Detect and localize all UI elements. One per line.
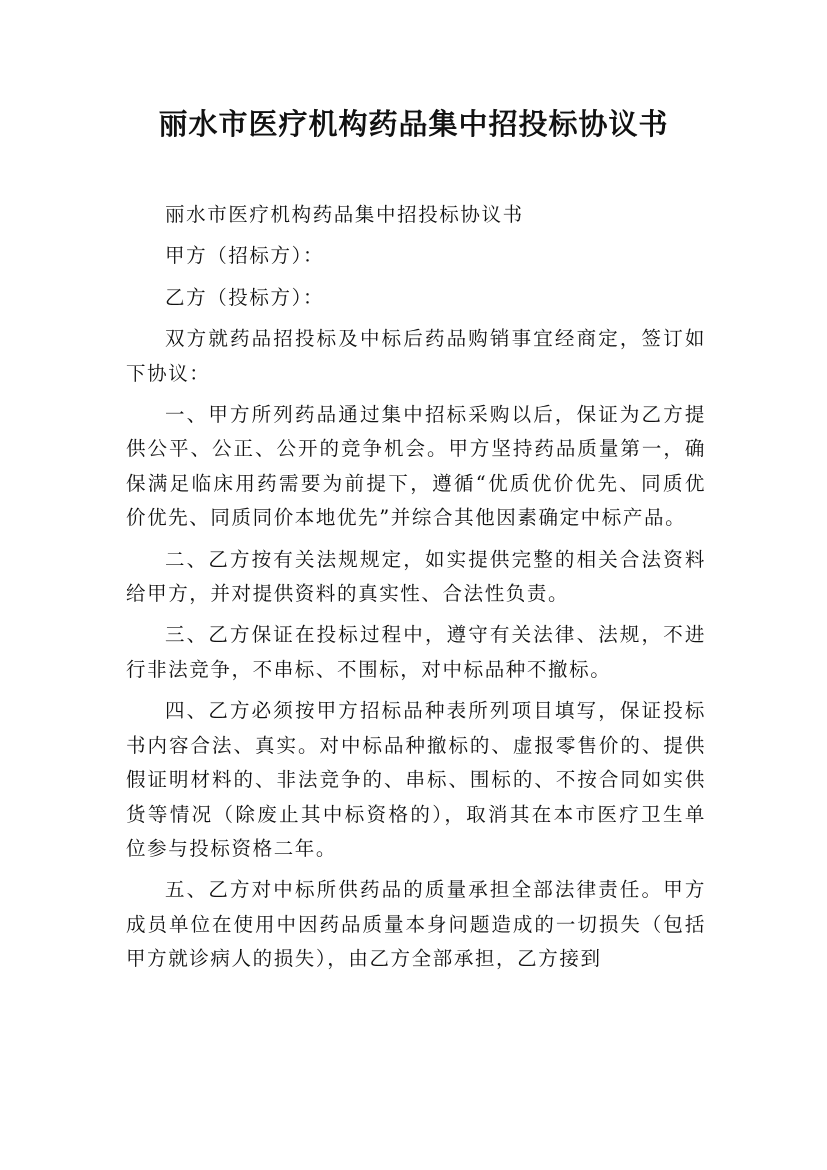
document-body: [126, 198, 706, 977]
paragraph-clause-4: 四、乙方必须按甲方招标品种表所列项目填写，保证投标书内容合法、真实。对中标品种撤标的、虚报零售价的、提供假证明材料的、非法竞争的、串标、围标的、不按合同如实供货等情况（除废止其中标资格的），取消其在本市医疗卫生单位参与投标资格二年。: [126, 699, 706, 860]
document-title: 丽水市医疗机构药品集中招投标协议书: [158, 107, 669, 141]
paragraph-subtitle: 丽水市医疗机构药品集中招投标协议书: [165, 203, 524, 226]
paragraph-party-b: 乙方（投标方）：: [165, 285, 325, 309]
paragraph-clause-1: 一、甲方所列药品通过集中招标采购以后，保证为乙方提供公平、公正、公开的竞争机会。甲方坚持药品质量第一，确保满足临床用药需要为前提下，遵循“优质优价优先、同质优价优先、同质同价本地优先”并综合其他因素确定中标产品。: [126, 403, 706, 530]
paragraph-clause-5: 五、乙方对中标所供药品的质量承担全部法律责任。甲方成员单位在使用中因药品质量本身问题造成的一切损失（包括甲方就诊病人的损失），由乙方全部承担，乙方接到: [126, 878, 706, 971]
paragraph-clause-2: 二、乙方按有关法规规定，如实提供完整的相关合法资料给甲方，并对提供资料的真实性、合法性负责。: [126, 547, 706, 606]
paragraph-clause-3: 三、乙方保证在投标过程中，遵守有关法律、法规，不进行非法竞争，不串标、不围标，对中标品种不撤标。: [126, 623, 706, 681]
paragraph-party-a: 甲方（招标方）：: [165, 244, 325, 268]
paragraph-preamble: 双方就药品招投标及中标后药品购销事宜经商定，签订如下协议：: [126, 327, 706, 385]
